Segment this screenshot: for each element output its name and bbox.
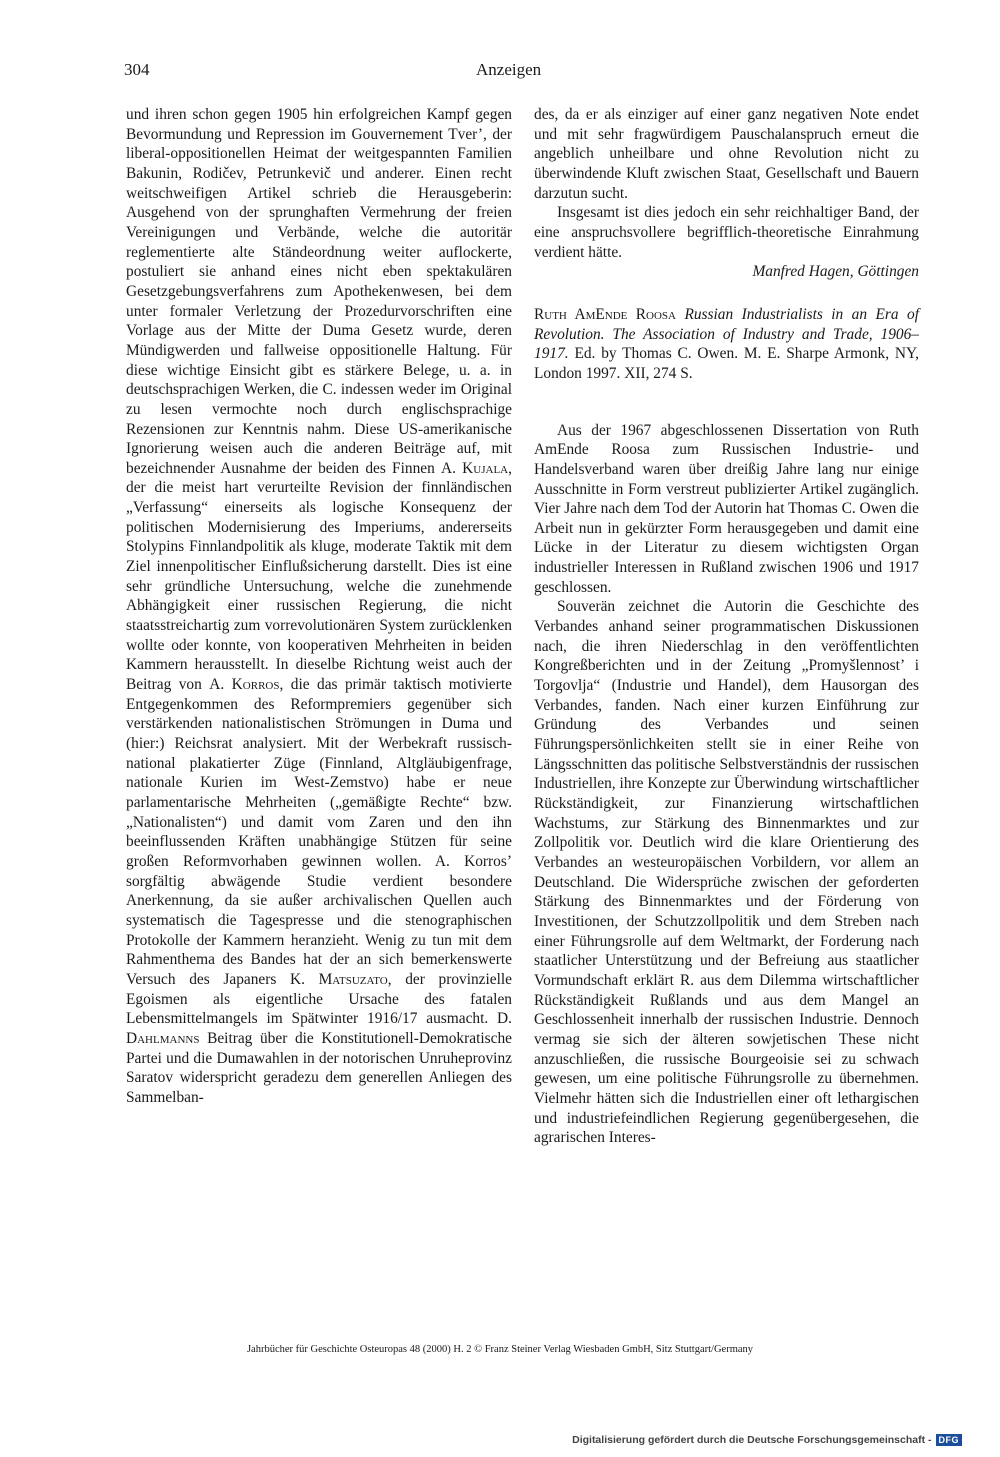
author-name-dahlmann: Dahlmanns (126, 1029, 200, 1047)
author-name-kujala: A. Kujala (441, 459, 509, 477)
review-bibliographic-entry (534, 305, 919, 384)
review-author: Ruth AmEnde Roosa (534, 305, 676, 323)
author-name-matsuzato: Matsuzato (318, 970, 388, 988)
running-head: Anzeigen (476, 60, 542, 79)
review-body-paragraph-1: Aus der 1967 abgeschlossenen Dissertation von Ruth AmEnde Roosa zum Russischen Industrie- und Handelsverband waren über dreißig Jahre lang nur einige Ausschnitte in Form verstreut publizierter Artikel zugänglich. Vier Jahre nach dem Tod der Autorin hat Thomas C. Owen die Arbeit nun in gekürzter Form herausgegeben und damit eine Lücke in der Literatur zu diesem wichtigsten Organ industrieller Interessen in Rußland zwischen 1906 und 1917 geschlossen. (534, 421, 919, 596)
author-name-korros: A. Korros (209, 676, 280, 694)
review-continuation-text: des, da er als einziger auf einer ganz negativen Note endet und mit sehr fragwürdigem Pauschalanspruch erneut die angeblich unheilbare und ohne Revolution nicht zu überwindende Kluft zwischen Staat, Gesellschaft und Bauern darzutun sucht. (534, 106, 919, 202)
dfg-logo: DFG (936, 1434, 963, 1446)
review-book-title: Russian Industrialists in an Era of Revolution. The Association of Industry and Trade, 1906–1917. (534, 305, 919, 363)
right-column (534, 105, 919, 1148)
digitization-credit (572, 1434, 962, 1446)
text-run: , der provinzielle Egoismen als eigentliche Ursache des fatalen Lebensmittelmangels im Spätwinter 1916/17 ausmacht. D. (126, 970, 513, 1028)
review-publication-info: Ed. by Thomas C. Owen. M. E. Sharpe Armonk, NY, London 1997. XII, 274 S. (534, 345, 919, 382)
journal-imprint: Jahrbücher für Geschichte Osteuropas 48 (2000) H. 2 © Franz Steiner Verlag Wiesbaden GmbH, Sitz Stuttgart/Germany (246, 1344, 754, 1355)
text-run: Beitrag über die Konstitutionell-Demokratische Partei und die Dumawahlen in der notorischen Unruheprovinz Saratov widerspricht geradezu dem generellen Anliegen des Sammelban- (126, 1029, 512, 1106)
review-body-paragraph-2: Souverän zeichnet die Autorin die Geschichte des Verbandes anhand seiner programmatischen Diskussionen nach, die ihren Niederschlag in den veröffentlichten Kongreßberichten und in der Zeitung „Promyšlennost’ i Torgovlja“ (Industrie und Handel), dem Hausorgan des Verbandes, fanden. Nach einer kurzen Einführung zur Gründung des Verbandes und seinen Führungspersönlichkeiten stellt sie in einer Reihe von Längsschnitten das politische Selbstverständnis der russischen Industriellen, ihre Konzepte zur Überwindung wirtschaftlicher Rückständigkeit, zur Finanzierung wirtschaftlichen Wachstums, zur Stärkung des Binnenmarktes und zur Zollpolitik vor. Deutlich wird die klare Orientierung des Verbandes an westeuropäischen Vorbildern, vor allem an Deutschland. Die Widersprüche zwischen der geforderten Stärkung des Binnenmarktes und der Förderung von Investitionen, der Schutzzollpolitik und dem Streben nach einer Führungsrolle auf dem Weltmarkt, der Forderung nach staatlicher Unterstützung und der Befreiung aus staatlicher Vormundschaft erklärt R. aus dem Dilemma wirtschaftlicher Rückständigkeit Rußlands und aus dem Mangel an Geschlossenheit innerhalb der russischen Industrie. Dennoch vermag sie sich der älteren sowjetischen These nicht anzuschließen, die russische Bourgeoisie sei zu schwach gewesen, um eine politische Führungsrolle zu übernehmen. Vielmehr hätten sich die Industriellen einer oft lethargischen und industriefeindlichen Regierung gegenübergesehen, die agrarischen Interes- (534, 598, 919, 1147)
review-continuation-paragraph (126, 105, 512, 1107)
review-closing-text: Insgesamt ist dies jedoch ein sehr reichhaltiger Band, der eine anspruchsvollere begrifflich-theoretische Einrahmung verdient hätte. (534, 204, 919, 261)
text-run: , der die meist hart verurteilte Revision der finnländischen „Verfassung“ einerseits als logische Konsequenz der politischen Modernisierung des Imperiums, andererseits Stolypins Finnlandpolitik als kluge, moderate Taktik mit dem Ziel innenpolitischer Einflußsicherung darstellt. Dies ist eine sehr gründliche Untersuchung, welche die zunehmende Abhängigkeit einer russischen Regierung, die nicht staatsstreichartig zum vorrevolutionären System zurücklenken wollte oder konnte, von kooperativen Mehrheiten in beiden Kammern herausstellt. In dieselbe Richtung weist auch der Beitrag von (126, 459, 512, 694)
text-run: , die das primär taktisch motivierte Entgegenkommen des Reformpremiers gegenüber sich verstärkenden nationalistischen Strömungen in Duma und (hier:) Reichsrat analysiert. Mit der Werbekraft russisch-national plakatierter Züge (Finnland, Altgläubigenfrage, nationale Kurien im West-Zemstvo) habe er neue parlamentarische Mehrheiten („gemäßigte Rechte“ bzw. „Nationalisten“) und damit vom Zaren und den ihn beeinflussenden Kräften unabhängige Stützen für seine großen Reformvorhaben gewinnen wollen. A. Korros’ sorgfältig abwägende Studie verdient besondere Anerkennung, da sie außer archivalischen Quellen auch systematisch die Tagespresse und die stenographischen Protokolle der Kammern heranzieht. Wenig zu tun mit dem Rahmenthema des Bandes hat der an sich bemerkenswerte Versuch des Japaners K. (126, 676, 512, 988)
page-number: 304 (124, 60, 150, 79)
credit-text: Digitalisierung gefördert durch die Deutsche Forschungsgemeinschaft - (572, 1434, 932, 1446)
reviewer-signature: Manfred Hagen, Göttingen (752, 263, 919, 281)
text-run: und ihren schon gegen 1905 hin erfolgreichen Kampf gegen Bevormundung und Repression im Gouvernement Tver’, der liberal-oppositionellen Heimat der weitgespannten Familien Bakunin, Rodičev, Petrunkevič und anderer. Einen recht weitschweifigen Artikel schrieb die Herausgeberin: Ausgehend von der sprunghaften Vermehrung der freien Vereinigungen und Verbände, welche die autoritär reglementierte alte Ständeordnung weiter auflockerte, postuliert sie anhand eines nicht eben spektakulären Gesetzgebungsverfahrens zum Apothekenwesen, bei dem unter formaler Verletzung der Prozedurvorschriften eine Vorlage aus der Mitte der Duma Gesetz wurde, deren Mündigwerden und fallweise oppositionelle Haltung. Für diese wichtige Einsicht gibt es stärkere Belege, u. a. in deutschsprachigen Werken, die C. indessen weder im Original zu lesen vermochte noch durch englischsprachige Rezensionen zur Kenntnis nahm. Diese US-amerikanische Ignorierung weisen auch die anderen Beiträge auf, mit bezeichnender Ausnahme der beiden des Finnen (126, 106, 512, 477)
left-column (126, 105, 512, 1107)
